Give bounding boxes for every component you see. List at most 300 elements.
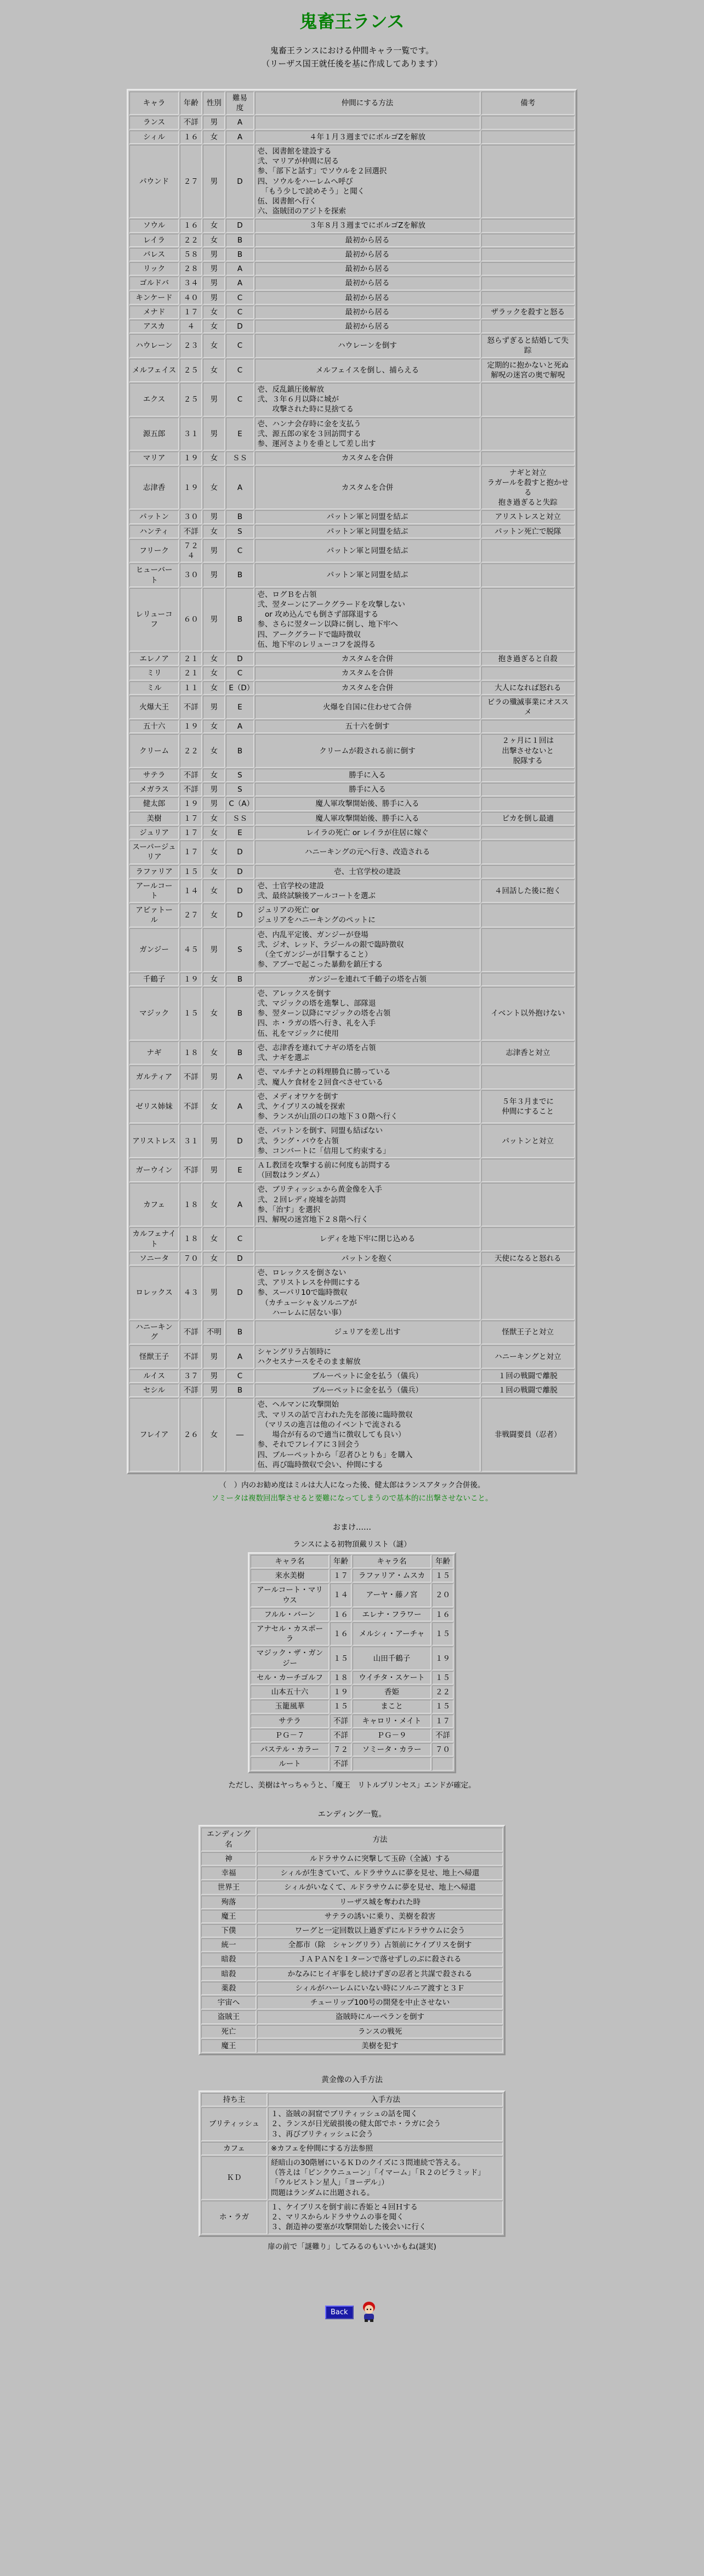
prio-name: 山田千鶴子	[353, 1647, 431, 1670]
col-header-method: 方法	[257, 1828, 503, 1851]
table-row	[129, 987, 575, 1040]
table-row	[201, 2201, 503, 2234]
char-sex: 女	[203, 904, 225, 927]
char-method: メルフェイスを倒し、捕らえる	[255, 359, 480, 382]
col-header-ending: エンディング名	[201, 1828, 256, 1851]
char-method: シャングリラ占領時に ハクセスナースをそのまま解放	[255, 1345, 480, 1368]
ending-name: 下僕	[201, 1924, 256, 1937]
char-method: カスタムを合併	[255, 681, 480, 695]
col-header-age: 年齢	[330, 1555, 351, 1568]
table-row	[129, 539, 575, 562]
char-difficulty: D	[226, 904, 253, 927]
table-row	[129, 1066, 575, 1089]
char-name: メガラス	[129, 783, 179, 796]
prio-age: １５	[330, 1700, 351, 1713]
char-difficulty: B	[226, 1321, 253, 1344]
table-row	[129, 652, 575, 666]
char-method: パットン軍と同盟を結ぶ	[255, 539, 480, 562]
char-name: カフェ	[129, 1183, 179, 1226]
prio-age: ２０	[432, 1583, 453, 1607]
char-notes: 天使になると怒れる	[481, 1252, 575, 1265]
table-row	[129, 334, 575, 357]
char-sex: 男	[203, 418, 225, 451]
ending-name: 魔王	[201, 1910, 256, 1923]
char-method: カスタムを合併	[255, 652, 480, 666]
char-name: マリア	[129, 452, 179, 465]
col-header-age: 年齢	[432, 1555, 453, 1568]
char-age: ２２	[180, 234, 202, 247]
ending-name: 暗殺	[201, 1953, 256, 1966]
char-method: クリームが殺される前に倒す	[255, 734, 480, 768]
char-notes	[481, 539, 575, 562]
col-header-owner: 持ち主	[201, 2093, 267, 2106]
ending-name: 統一	[201, 1938, 256, 1952]
table-row	[201, 1938, 503, 1952]
char-age: ２５	[180, 383, 202, 416]
char-sex: 女	[203, 359, 225, 382]
char-difficulty: A	[226, 720, 253, 733]
char-name: ソニータ	[129, 1252, 179, 1265]
char-method: レディを地下牢に閉じ込める	[255, 1227, 480, 1250]
intro-line: （リーザス国王就任後を基に作成してあります）	[262, 59, 442, 69]
char-age: 不詳	[180, 769, 202, 782]
char-method: パットン軍と同盟を結ぶ	[255, 525, 480, 538]
char-age: １７	[180, 306, 202, 319]
char-notes: ビラの殲滅事業にオススメ	[481, 696, 575, 719]
char-difficulty: S	[226, 783, 253, 796]
table-row	[129, 262, 575, 275]
char-sex: 女	[203, 769, 225, 782]
statue-owner: カフェ	[201, 2142, 267, 2155]
table-row	[129, 234, 575, 247]
char-name: ハニーキング	[129, 1321, 179, 1344]
char-difficulty: B	[226, 987, 253, 1040]
char-notes	[481, 826, 575, 839]
char-difficulty: D	[226, 1252, 253, 1265]
table-row	[129, 880, 575, 903]
char-difficulty: S	[226, 928, 253, 972]
prio-age: １４	[330, 1583, 351, 1607]
table-row	[129, 1090, 575, 1124]
table-row	[201, 2039, 503, 2053]
char-notes	[481, 116, 575, 129]
char-sex: 女	[203, 1041, 225, 1064]
back-button[interactable]: Back	[325, 2306, 354, 2319]
char-notes	[481, 865, 575, 878]
ending-method: 美樹を犯す	[257, 2039, 503, 2053]
char-sex: 女	[203, 987, 225, 1040]
char-age: １９	[180, 452, 202, 465]
char-age: １５	[180, 987, 202, 1040]
char-difficulty: B	[226, 234, 253, 247]
char-difficulty: A	[226, 277, 253, 290]
char-name: アールコート	[129, 880, 179, 903]
char-name: アリストレス	[129, 1124, 179, 1158]
char-method: 魔人軍攻撃開始後、勝手に入る	[255, 812, 480, 825]
char-difficulty: A	[226, 1183, 253, 1226]
char-age: 不詳	[180, 783, 202, 796]
prio-name: ウイチタ・スケート	[353, 1671, 431, 1684]
char-name: ガーウイン	[129, 1159, 179, 1182]
prio-name	[353, 1757, 431, 1771]
table-row	[129, 826, 575, 839]
char-name: エレノア	[129, 652, 179, 666]
char-notes	[481, 383, 575, 416]
endings-title: エンディング一覧。	[317, 1810, 387, 1819]
prio-age: １６	[330, 1622, 351, 1645]
char-age: １８	[180, 1227, 202, 1250]
char-name: ゼリス姉妹	[129, 1090, 179, 1124]
char-sex: 男	[203, 262, 225, 275]
char-difficulty: E	[226, 826, 253, 839]
ending-name: 盗賊王	[201, 2010, 256, 2023]
table-row	[129, 116, 575, 129]
char-notes	[481, 1159, 575, 1182]
table-row	[129, 720, 575, 733]
char-notes: ５年３月までに 仲間にすること	[481, 1090, 575, 1124]
char-name: パウンド	[129, 145, 179, 218]
table-row	[201, 2156, 503, 2200]
ending-method: 全都市（除 シャングリラ）占領前にケイブリスを倒す	[257, 1938, 503, 1952]
char-method: レイラの死亡 or レイラが住居に嫁ぐ	[255, 826, 480, 839]
char-difficulty: C（A）	[226, 797, 253, 810]
char-age: １５	[180, 865, 202, 878]
char-notes	[481, 904, 575, 927]
char-difficulty: B	[226, 973, 253, 986]
char-sex: 女	[203, 826, 225, 839]
char-sex: 男	[203, 1124, 225, 1158]
char-age: 不詳	[180, 116, 202, 129]
table-row	[251, 1608, 453, 1621]
table-row	[129, 973, 575, 986]
table-row	[129, 418, 575, 451]
char-method: パットン軍と同盟を結ぶ	[255, 563, 480, 587]
table-row	[129, 681, 575, 695]
char-sex: 女	[203, 1252, 225, 1265]
char-sex: 女	[203, 734, 225, 768]
ending-method: ＪＡＰＡＮを１ターンで落せずしのぶに殺される	[257, 1953, 503, 1966]
ending-name: 薬殺	[201, 1982, 256, 1995]
char-name: 健太郎	[129, 797, 179, 810]
prio-age: １８	[330, 1671, 351, 1684]
char-sex: 男	[203, 248, 225, 261]
col-header-name: キャラ名	[353, 1555, 431, 1568]
char-sex: 女	[203, 681, 225, 695]
char-notes	[481, 563, 575, 587]
prio-name: 山本五十六	[251, 1686, 329, 1699]
char-age: ３０	[180, 563, 202, 587]
prio-name: キャロリ・メイト	[353, 1715, 431, 1728]
table-row	[251, 1715, 453, 1728]
table-row	[201, 1982, 503, 1995]
char-age: １９	[180, 466, 202, 510]
char-difficulty: D	[226, 219, 253, 232]
char-method: 壱、マルチナとの料理勝負に勝っている 弐、魔人ケ食材を２回食べさせている	[255, 1066, 480, 1089]
char-name: 五十六	[129, 720, 179, 733]
char-sex: 女	[203, 234, 225, 247]
table-row	[129, 769, 575, 782]
char-age: 不詳	[180, 525, 202, 538]
char-name: セシル	[129, 1384, 179, 1397]
char-method: 壱、士官学校の建設 弐、最終試験後アールコートを選ぶ	[255, 880, 480, 903]
prio-age	[432, 1757, 453, 1771]
ending-method: かなみにヒイギ事をし続けずぎの忍者と共謀で殺される	[257, 1968, 503, 1981]
prio-age: １５	[432, 1671, 453, 1684]
table-row	[129, 1227, 575, 1250]
table-row	[201, 2107, 503, 2141]
col-header-name: キャラ	[129, 92, 179, 115]
table-row	[129, 1252, 575, 1265]
ending-name: 殉落	[201, 1896, 256, 1909]
table-row	[251, 1686, 453, 1699]
char-method: 壱、志津香を連れてナギの塔を占領 弐、ナギを選ぶ	[255, 1041, 480, 1064]
char-name: ラファリア	[129, 865, 179, 878]
char-notes: 志津香と対立	[481, 1041, 575, 1064]
char-notes: イベント以外抱けない	[481, 987, 575, 1040]
char-age: 不詳	[180, 1321, 202, 1344]
table-row	[251, 1569, 453, 1582]
char-notes: 怪獣王子と対立	[481, 1321, 575, 1344]
char-difficulty: D	[226, 1266, 253, 1320]
char-sex: 女	[203, 880, 225, 903]
intro-line: 鬼畜王ランスにおける仲間キャラ一覧です。	[270, 46, 434, 55]
table-row	[129, 1266, 575, 1320]
char-method: ジュリアの死亡 or ジュリアをハニーキングのペットに	[255, 904, 480, 927]
table-row	[129, 812, 575, 825]
char-age: ４０	[180, 291, 202, 305]
char-difficulty: B	[226, 563, 253, 587]
char-method: 五十六を倒す	[255, 720, 480, 733]
prio-name: エレナ・フラワー	[353, 1608, 431, 1621]
first-time-list-table	[248, 1552, 456, 1774]
loan-note: 扉の前で「謎難り」してみるのもいいかもね(謎実)	[268, 2242, 436, 2251]
char-method: ３年８月３週までにボルゴZを解放	[255, 219, 480, 232]
char-sex: 男	[203, 1345, 225, 1368]
char-method: 勝手に入る	[255, 783, 480, 796]
table-row	[251, 1622, 453, 1645]
char-age: 不詳	[180, 1090, 202, 1124]
char-difficulty: B	[226, 1041, 253, 1064]
char-name: リック	[129, 262, 179, 275]
char-age: １４	[180, 880, 202, 903]
table-row	[129, 588, 575, 651]
table-row	[129, 131, 575, 144]
table-row	[201, 1881, 503, 1894]
ending-name: 魔王	[201, 2039, 256, 2053]
char-sex: 女	[203, 841, 225, 864]
char-sex: 女	[203, 720, 225, 733]
char-method: カスタムを合併	[255, 667, 480, 680]
table-row	[201, 1910, 503, 1923]
char-name: スーパージュリア	[129, 841, 179, 864]
prio-age: ２２	[432, 1686, 453, 1699]
char-method: 壱、ログＢを占領 弐、翌ターンにアークグラードを攻撃しない or 攻め込んでも倒さず部隊退する 参、さらに翌ターン以降に倒し、地下牢へ 四、アークグラードで臨時徴収 伍、地下牢のレリューコフを説得る	[255, 588, 480, 651]
char-name: エクス	[129, 383, 179, 416]
char-name: アスカ	[129, 320, 179, 333]
char-sex: 男	[203, 539, 225, 562]
prio-name: アナセル・カスポーラ	[251, 1622, 329, 1645]
char-method: ハニーキングの元へ行き、改造される	[255, 841, 480, 864]
table-row	[129, 383, 575, 416]
table-row	[201, 1968, 503, 1981]
prio-name: ＰＧ－９	[353, 1729, 431, 1742]
prio-age: 不詳	[330, 1715, 351, 1728]
prio-name: 香姫	[353, 1686, 431, 1699]
char-notes	[481, 320, 575, 333]
ending-method: シィルがハーレムにいない時にソルニア渡すと３Ｆ	[257, 1982, 503, 1995]
char-sex: 女	[203, 334, 225, 357]
char-sex: 男	[203, 1159, 225, 1182]
char-method: 最初から居る	[255, 234, 480, 247]
endings-header-row	[201, 1828, 503, 1851]
char-notes: １回の戦闘で離脱	[481, 1384, 575, 1397]
char-notes	[481, 219, 575, 232]
char-method: ブルーペットに金を払う（儀兵）	[255, 1369, 480, 1383]
char-notes: ２ヶ月に１回は 出撃させないと 脱隊する	[481, 734, 575, 768]
prio-age: １７	[432, 1715, 453, 1728]
table-row	[129, 1041, 575, 1064]
char-age: ４３	[180, 1266, 202, 1320]
prio-age: 不詳	[330, 1729, 351, 1742]
char-notes: 非戦闘要員（忍者）	[481, 1398, 575, 1472]
char-notes: 怒らずぎると結婚して失踪	[481, 334, 575, 357]
char-age: ３４	[180, 277, 202, 290]
char-age: 不詳	[180, 1066, 202, 1089]
char-age: 不詳	[180, 696, 202, 719]
ending-method: シィルがいなくて、ルドラサウムに夢を見せ、地上へ帰還	[257, 1881, 503, 1894]
char-notes	[481, 1227, 575, 1250]
char-name: ロレックス	[129, 1266, 179, 1320]
char-name: ソウル	[129, 219, 179, 232]
prio-age: １９	[330, 1686, 351, 1699]
char-notes: 抱き過ぎると自殺	[481, 652, 575, 666]
char-age: ２５	[180, 359, 202, 382]
ending-method: サテラの誘いに乗り、美樹を殺害	[257, 1910, 503, 1923]
char-age: ２８	[180, 262, 202, 275]
char-name: ガルティア	[129, 1066, 179, 1089]
char-age: ２２	[180, 734, 202, 768]
char-notes: パットンと対立	[481, 1124, 575, 1158]
prio-name: ラファリア・ムスカ	[353, 1569, 431, 1582]
char-age: ５８	[180, 248, 202, 261]
prio-title: ランスによる初物頂戴リスト（謎）	[293, 1540, 411, 1549]
char-difficulty: A	[226, 131, 253, 144]
table-row	[129, 1321, 575, 1344]
prio-name: パステル・カラー	[251, 1743, 329, 1756]
char-sex: 男	[203, 783, 225, 796]
table-row	[201, 1852, 503, 1865]
char-difficulty: B	[226, 510, 253, 523]
char-method: 勝手に入る	[255, 769, 480, 782]
char-difficulty: ＳＳ	[226, 452, 253, 465]
ending-name: 幸福	[201, 1867, 256, 1880]
table-row	[129, 783, 575, 796]
prio-name: アールコート・マリウス	[251, 1583, 329, 1607]
char-name: メルフェイス	[129, 359, 179, 382]
char-method: 最初から居る	[255, 291, 480, 305]
char-difficulty: S	[226, 525, 253, 538]
char-notes: 大人になれば怒れる	[481, 681, 575, 695]
prio-age: ７２	[330, 1743, 351, 1756]
char-age: ４５	[180, 928, 202, 972]
table-row	[129, 145, 575, 218]
char-method: カスタムを合併	[255, 466, 480, 510]
character-table	[127, 89, 577, 1474]
char-name: ナギ	[129, 1041, 179, 1064]
char-sex: 男	[203, 116, 225, 129]
char-method: 壱、アレックスを倒す 弐、マジックの塔を進撃し、部隊退 参、翌ターン以降にマジックの塔を占領 四、ホ・ラガの塔へ行き、礼を入手 伍、礼をマジックに使用	[255, 987, 480, 1040]
table-row	[251, 1729, 453, 1742]
ending-method: リーザス城を奪われた時	[257, 1896, 503, 1909]
table-row	[129, 219, 575, 232]
char-age: １９	[180, 720, 202, 733]
char-notes	[481, 783, 575, 796]
char-difficulty: A	[226, 1090, 253, 1124]
char-notes	[481, 277, 575, 290]
character-note-green: ソミータは複数回出撃させると要難になってしまうので基本的に出撃させないこと。	[211, 1493, 493, 1503]
char-difficulty: A	[226, 262, 253, 275]
statue-owner: ホ・ラガ	[201, 2201, 267, 2234]
statue-method: １、盗賊の洞窟でブリティッシュの話を聞く ２、ランスが日光破損後の健太郎でホ・ラガに会う ３、再びブリティッシュに会う	[268, 2107, 503, 2141]
char-age: １６	[180, 131, 202, 144]
char-difficulty: D	[226, 1124, 253, 1158]
table-row	[129, 734, 575, 768]
char-notes	[481, 720, 575, 733]
table-row	[251, 1647, 453, 1670]
char-notes	[481, 667, 575, 680]
char-difficulty: C	[226, 539, 253, 562]
table-row	[129, 452, 575, 465]
char-method: 最初から居る	[255, 248, 480, 261]
char-method: 壱、ブリティッシュから黄金像を入手 弐、２回レディ廃墟を訪問 参、「治す」を選択 四、解呪の迷宮地下２８階へ行く	[255, 1183, 480, 1226]
char-difficulty: C	[226, 306, 253, 319]
statue-method: 経暗山の30階層にいるＫＤのクイズに３問連続で答える。 （答えは「ピンクウニューン」「イマーム」「Ｒ２のピラミッド」 「ウルビストン星人」「ヨーデル」） 問題はランダムに出題される。	[268, 2156, 503, 2200]
char-notes	[481, 452, 575, 465]
char-name: 火爆大王	[129, 696, 179, 719]
prio-name: マジック・ザ・ガンジー	[251, 1647, 329, 1670]
char-method: ジュリアを差し出す	[255, 1321, 480, 1344]
char-name: 源五郎	[129, 418, 179, 451]
char-notes: ナギと対立 ラガールを殺すと抱かせる 抱き過ぎると失踪	[481, 466, 575, 510]
prio-age: １５	[432, 1569, 453, 1582]
ending-method: 盗賊時にルーペランを倒す	[257, 2010, 503, 2023]
char-method: 最初から居る	[255, 306, 480, 319]
char-age: ７２４	[180, 539, 202, 562]
char-difficulty: ―	[226, 1398, 253, 1472]
char-difficulty: D	[226, 320, 253, 333]
char-age: ３７	[180, 1369, 202, 1383]
char-name: マジック	[129, 987, 179, 1040]
char-difficulty: S	[226, 769, 253, 782]
char-name: ジュリア	[129, 826, 179, 839]
char-age: １７	[180, 841, 202, 864]
char-difficulty: C	[226, 1227, 253, 1250]
char-age: ２７	[180, 904, 202, 927]
char-sex: 男	[203, 563, 225, 587]
char-method: 魔人軍攻撃開始後、勝手に入る	[255, 797, 480, 810]
char-name: フリーク	[129, 539, 179, 562]
char-notes	[481, 1266, 575, 1320]
table-row	[201, 2010, 503, 2023]
char-method: 火爆を自国に住わせて合併	[255, 696, 480, 719]
char-method: 壱、メディオワケを倒す 弐、ケイブリスの城を探索 参、ランスが山頂の口の地下３０階へ行く	[255, 1090, 480, 1124]
char-difficulty: E	[226, 418, 253, 451]
char-notes	[481, 797, 575, 810]
char-sex: 女	[203, 320, 225, 333]
statue-owner: ブリティッシュ	[201, 2107, 267, 2141]
col-header-name: キャラ名	[251, 1555, 329, 1568]
loan-header-row	[201, 2093, 503, 2106]
